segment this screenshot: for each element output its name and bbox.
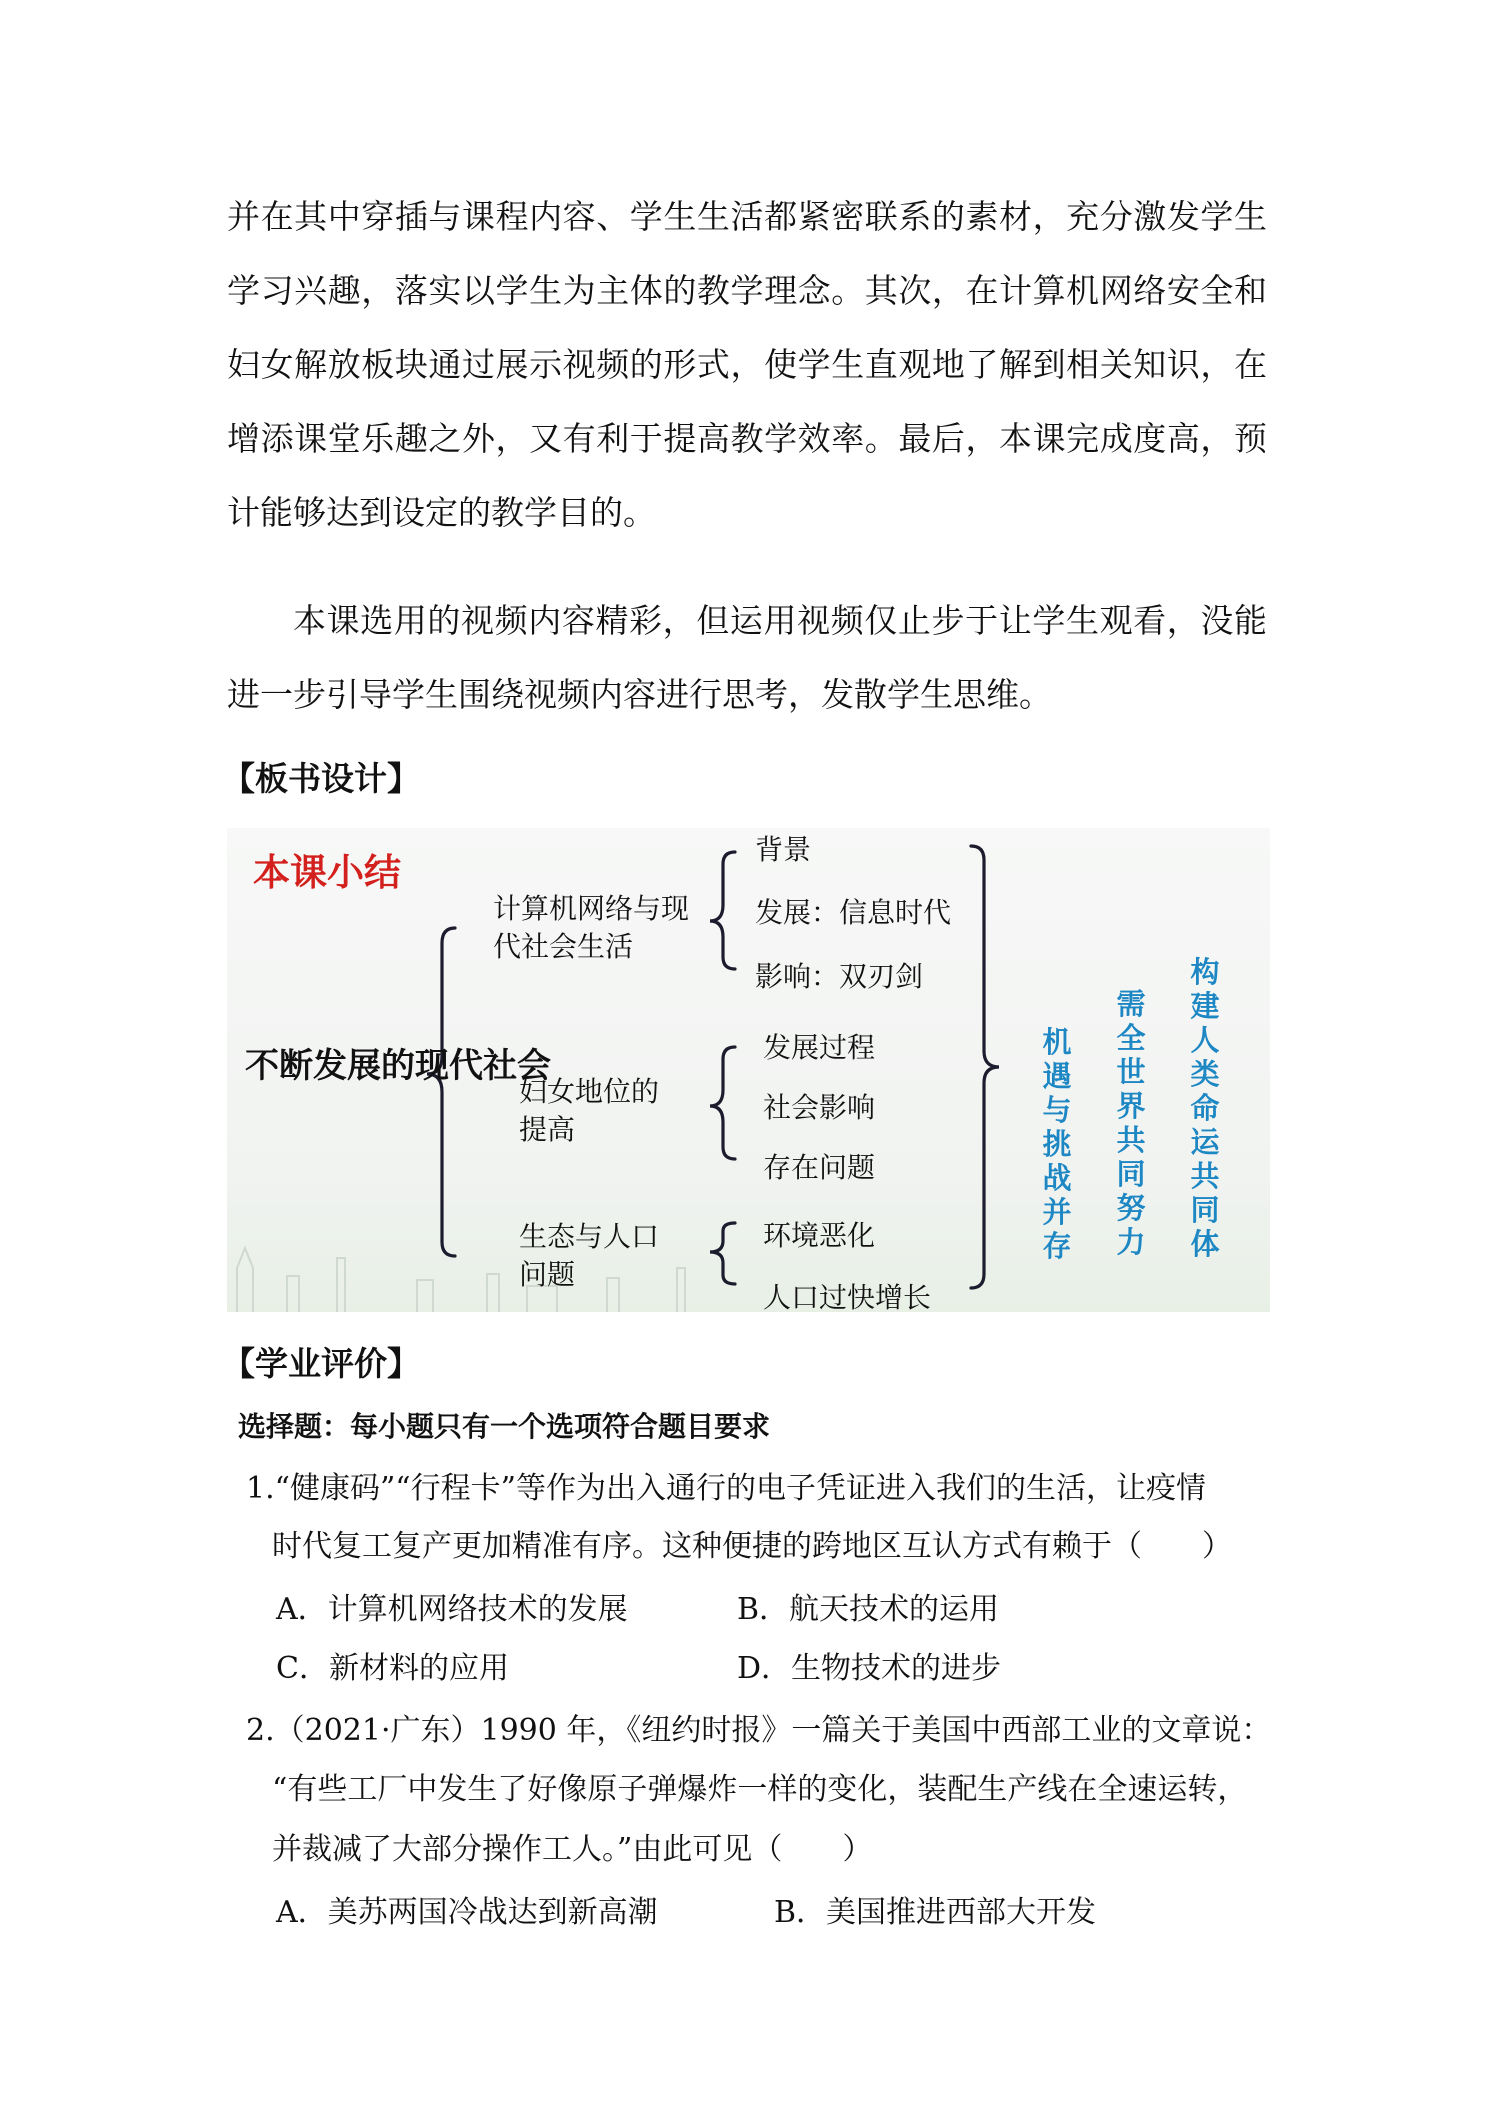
leaf-label: 人口过快增长 bbox=[763, 1281, 932, 1312]
conclusion-text: 构建人类命运共同体 bbox=[1190, 955, 1220, 1261]
question-2-option-b: B．美国推进西部大开发 bbox=[774, 1895, 1097, 1930]
leaf-label: 社会影响 bbox=[763, 1091, 876, 1124]
right-bracket bbox=[971, 846, 999, 1288]
board-design-heading: 【板书设计】 bbox=[222, 759, 420, 798]
branch3-bracket bbox=[710, 1223, 735, 1284]
question-1-option-d: D．生物技术的进步 bbox=[737, 1651, 1002, 1686]
summary-title: 本课小结 bbox=[253, 851, 401, 894]
paragraph-shortcoming: 本课选用的视频内容精彩，但运用视频仅止步于让学生观看，没能进一步引导学生围绕视频内容进行思考，发散学生思维。 bbox=[227, 601, 1267, 714]
question-2-stem: 2.（2021·广东）1990 年，《纽约时报》一篇关于美国中西部工业的文章说： bbox=[246, 1713, 1272, 1748]
leaf-label: 背景 bbox=[755, 833, 812, 866]
conclusion-text: 机遇与挑战并存 bbox=[1042, 1025, 1072, 1263]
question-1-stem: 1.“健康码”“行程卡”等作为出入通行的电子凭证进入我们的生活，让疫情 bbox=[246, 1471, 1206, 1506]
question-1-option-c: C．新材料的应用 bbox=[276, 1651, 509, 1686]
branch-label: 生态与人口问题 bbox=[519, 1220, 660, 1291]
root-bracket bbox=[427, 928, 455, 1256]
branch1-bracket bbox=[710, 852, 735, 969]
lesson-summary-diagram bbox=[227, 828, 1270, 1312]
question-1-option-b: B．航天技术的运用 bbox=[737, 1592, 1000, 1627]
question-2-stem: 并裁减了大部分操作工人。”由此可见（ ） bbox=[272, 1832, 873, 1867]
summary-root-node: 不断发展的现代社会 bbox=[245, 1046, 551, 1086]
question-1-stem: 时代复工复产更加精准有序。这种便捷的跨地区互认方式有赖于（ ） bbox=[272, 1529, 1232, 1564]
leaf-label: 影响：双刃剑 bbox=[755, 960, 924, 993]
leaf-label: 环境恶化 bbox=[763, 1219, 876, 1252]
paragraph-reflection: 并在其中穿插与课程内容、学生生活都紧密联系的素材，充分激发学生学习兴趣，落实以学生为主体的教学理念。其次，在计算机网络安全和妇女解放板块通过展示视频的形式，使学生直观地了解到相关知识，在增添课堂乐趣之外，又有利于提高教学效率。最后，本课完成度高，预计能够达到设定的教学目的。 bbox=[227, 197, 1267, 532]
branch-label: 妇女地位的提高 bbox=[519, 1075, 660, 1146]
quiz-instruction: 选择题：每小题只有一个选项符合题目要求 bbox=[238, 1410, 771, 1443]
question-2-option-a: A．美苏两国冷战达到新高潮 bbox=[276, 1895, 658, 1930]
question-2-stem: “有些工厂中发生了好像原子弹爆炸一样的变化，装配生产线在全速运转， bbox=[272, 1772, 1248, 1807]
conclusion-text: 需全世界共同努力 bbox=[1116, 987, 1146, 1259]
academic-evaluation-heading: 【学业评价】 bbox=[222, 1344, 420, 1383]
branch2-bracket bbox=[710, 1047, 735, 1159]
leaf-label: 发展：信息时代 bbox=[755, 896, 952, 929]
branch-label: 计算机网络与现代社会生活 bbox=[493, 892, 690, 963]
leaf-label: 发展过程 bbox=[763, 1031, 876, 1064]
leaf-label: 存在问题 bbox=[763, 1151, 876, 1184]
question-1-option-a: A．计算机网络技术的发展 bbox=[276, 1592, 628, 1627]
